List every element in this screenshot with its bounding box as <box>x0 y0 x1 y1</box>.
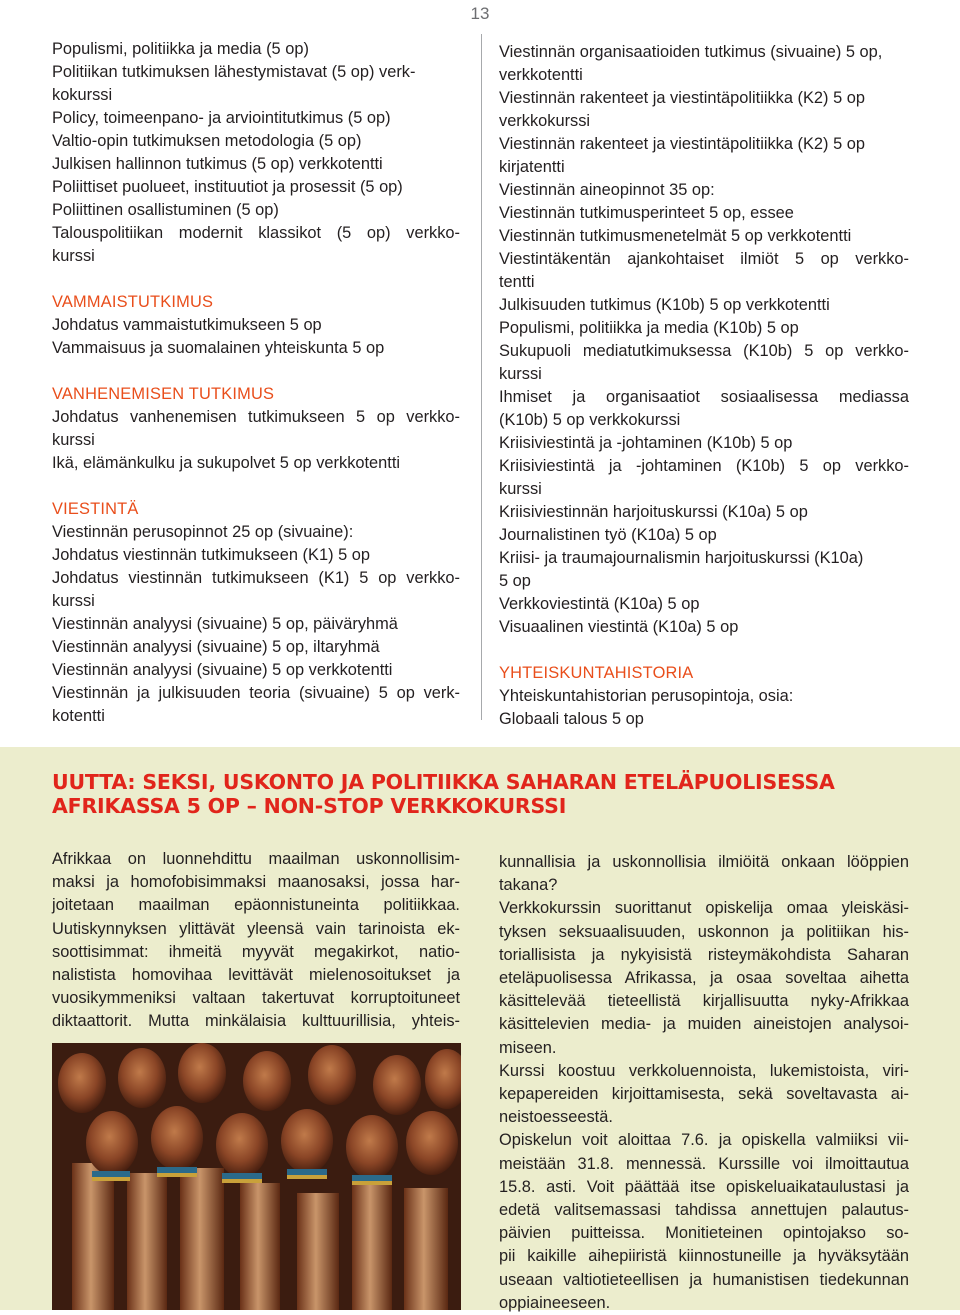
course-line: Johdatus vanhenemisen tutkimukseen 5 op verkko- <box>52 408 460 426</box>
feature-text-line: päivien puitteissa. Monitieteinen opintojakso so- <box>499 1224 909 1243</box>
feature-text-line: useaan valtiotieteellisen ja humanistisen tiedekunnan <box>499 1270 909 1289</box>
course-line: Kriisi- ja traumajournalismin harjoituskurssi (K10a) <box>499 549 864 567</box>
course-line: Ikä, elämänkulku ja sukupolvet 5 op verkkotentti <box>52 454 401 472</box>
feature-title-line: UUTTA: SEKSI, USKONTO JA POLITIIKKA SAHARAN ETELÄPUOLISESSA <box>52 770 835 794</box>
course-line: Viestinnän rakenteet ja viestintäpolitiikka (K2) 5 op <box>499 135 865 153</box>
section-heading: YHTEISKUNTAHISTORIA <box>499 664 694 682</box>
course-line: Viestinnän analyysi (sivuaine) 5 op, iltaryhmä <box>52 638 380 656</box>
course-line: 5 op <box>499 572 531 590</box>
course-line: Viestintäkentän ajankohtaiset ilmiöt 5 op verkko- <box>499 250 909 268</box>
feature-text-line: meistään 31.8. mennessä. Kurssille voi ilmoittautua <box>499 1154 909 1173</box>
course-line: Yhteiskuntahistorian perusopintoja, osia: <box>499 687 794 705</box>
feature-text-left <box>52 848 460 1034</box>
course-line: Journalistinen työ (K10a) 5 op <box>499 526 717 544</box>
course-line: Ihmiset ja organisaatiot sosiaalisessa mediassa <box>499 388 909 406</box>
feature-text-line: takana? <box>499 876 558 895</box>
course-line: kurssi <box>52 247 95 265</box>
course-line: kurssi <box>52 592 95 610</box>
feature-text-line: soottisimmat: ihmeitä myyvät megakirkot, natio- <box>52 942 460 961</box>
feature-text-line: maksi ja homofobisimmaksi maanosaksi, jossa har- <box>52 873 460 892</box>
feature-text-line: oppiaineeseen. <box>499 1293 611 1312</box>
course-list-left <box>52 38 460 728</box>
course-line: Viestinnän tutkimusmenetelmät 5 op verkkotentti <box>499 227 852 245</box>
course-line: tentti <box>499 273 535 291</box>
course-line: Valtio-opin tutkimuksen metodologia (5 op) <box>52 132 362 150</box>
feature-text-line: tyksen seksuaalisuuden, uskonnon ja politiikan his- <box>499 922 909 941</box>
feature-text-line: diktaattorit. Mutta minkälaisia kulttuurillisia, yhteis- <box>52 1012 460 1031</box>
feature-text-line: käsittelevien media- ja muiden aineistojen analysoi- <box>499 1015 909 1034</box>
section-heading: VAMMAISTUTKIMUS <box>52 293 214 311</box>
course-line: Policy, toimeenpano- ja arviointitutkimus (5 op) <box>52 109 391 127</box>
course-line: kurssi <box>499 480 542 498</box>
course-line: Viestinnän organisaatioiden tutkimus (sivuaine) 5 op, <box>499 43 883 61</box>
feature-text-line: Kurssi koostuu verkkoluennoista, lukemistoista, viri- <box>499 1061 909 1080</box>
course-line: Johdatus viestinnän tutkimukseen (K1) 5 op <box>52 546 370 564</box>
section-heading: VANHENEMISEN TUTKIMUS <box>52 385 275 403</box>
feature-text-line: neistoesseestä. <box>499 1108 613 1127</box>
course-line: Talouspolitiikan modernit klassikot (5 op) verkko- <box>52 224 460 242</box>
course-line: Populismi, politiikka ja media (K10b) 5 op <box>499 319 799 337</box>
course-line: Viestinnän perusopinnot 25 op (sivuaine): <box>52 523 354 541</box>
feature-text-line: vuosikymmeniksi valtaan takertuvat korruptoituneet <box>52 989 460 1008</box>
course-line: Visuaalinen viestintä (K10a) 5 op <box>499 618 739 636</box>
course-line: Verkkoviestintä (K10a) 5 op <box>499 595 700 613</box>
course-line: Populismi, politiikka ja media (5 op) <box>52 40 309 58</box>
feature-text-line: 15.8. asti. Voit päättää itse opiskeluaikataulustasi ja <box>499 1177 909 1196</box>
course-line: verkkotentti <box>499 66 583 84</box>
course-line: Johdatus viestinnän tutkimukseen (K1) 5 op verkko- <box>52 569 460 587</box>
course-line: kotentti <box>52 707 105 725</box>
course-line: Viestinnän tutkimusperinteet 5 op, essee <box>499 204 794 222</box>
course-list-right <box>499 41 909 731</box>
feature-text-line: Afrikkaa on luonnehdittu maailman uskonnollisim- <box>52 850 460 868</box>
course-line: Globaali talous 5 op <box>499 710 644 728</box>
course-line: (K10b) 5 op verkkokurssi <box>499 411 681 429</box>
course-line: Kriisiviestintä ja -johtaminen (K10b) 5 op <box>499 434 793 452</box>
feature-text-line: joitetaan maailman epäonnistuneinta politiikkaa. <box>52 896 460 915</box>
course-line: Poliittinen osallistuminen (5 op) <box>52 201 279 219</box>
carved-figures-illustration <box>52 1043 461 1310</box>
course-line: Politiikan tutkimuksen lähestymistavat (5 op) verk- <box>52 63 416 81</box>
feature-text-right <box>499 851 909 1315</box>
feature-text-line: kunnallisia ja uskonnollisia ilmiöitä onkaan lööppien <box>499 853 909 871</box>
course-line: Sukupuoli mediatutkimuksessa (K10b) 5 op verkko- <box>499 342 909 360</box>
course-line: Viestinnän aineopinnot 35 op: <box>499 181 715 199</box>
feature-text-line: toriallisista ja nykyisistä risteymäkohdista Saharan <box>499 945 909 964</box>
carved-figures-photo <box>52 1043 461 1310</box>
feature-text-line: pii kaikille aihepiiristä kiinnostuneille ja hyväksytään <box>499 1247 909 1266</box>
feature-title <box>52 770 932 818</box>
course-line: verkkokurssi <box>499 112 591 130</box>
course-line: Viestinnän analyysi (sivuaine) 5 op, päiväryhmä <box>52 615 398 633</box>
course-line: kurssi <box>499 365 542 383</box>
feature-text-line: Opiskelun voit aloittaa 7.6. ja opiskella valmiiksi vii- <box>499 1131 909 1150</box>
section-heading: VIESTINTÄ <box>52 500 139 518</box>
feature-text-line: miseen. <box>499 1038 557 1057</box>
course-line: Viestinnän ja julkisuuden teoria (sivuaine) 5 op verk- <box>52 684 460 702</box>
course-line: kurssi <box>52 431 95 449</box>
course-line: kirjatentti <box>499 158 565 176</box>
course-line: Viestinnän analyysi (sivuaine) 5 op verkkotentti <box>52 661 393 679</box>
page-number: 13 <box>470 4 490 23</box>
feature-text-line: käsittelevää tieteellistä kirjallisuutta nyky-Afrikkaa <box>499 992 909 1011</box>
feature-text-line: Verkkokurssin suorittanut opiskelija omaa yleiskäsi- <box>499 899 909 918</box>
course-line: Julkisuuden tutkimus (K10b) 5 op verkkotentti <box>499 296 830 314</box>
course-line: Johdatus vammaistutkimukseen 5 op <box>52 316 322 334</box>
feature-text-line: edetä valitsemassasi tahdissa annettujen palautus- <box>499 1201 909 1220</box>
feature-text-line: eteläpuolisessa Afrikassa, ja osaa soveltaa aihetta <box>499 969 909 988</box>
course-line: kokurssi <box>52 86 113 104</box>
course-line: Viestinnän rakenteet ja viestintäpolitiikka (K2) 5 op <box>499 89 865 107</box>
course-line: Kriisiviestinnän harjoituskurssi (K10a) 5 op <box>499 503 808 521</box>
feature-title-line: AFRIKASSA 5 OP – NON-STOP VERKKOKURSSI <box>52 794 567 818</box>
feature-text-line: Uutiskynnyksen ylittävät yleensä vain tarinoista ek- <box>52 919 460 938</box>
feature-text-line: kepapereiden kirjoittamisesta, sekä soveltavasta ai- <box>499 1085 909 1104</box>
column-divider <box>481 34 482 720</box>
course-line: Vammaisuus ja suomalainen yhteiskunta 5 op <box>52 339 385 357</box>
course-line: Kriisiviestintä ja -johtaminen (K10b) 5 op verkko- <box>499 457 909 475</box>
feature-text-line: nalistista homovihaa levittävät mielenosoitukset ja <box>52 966 460 985</box>
course-line: Poliittiset puolueet, instituutiot ja prosessit (5 op) <box>52 178 403 196</box>
course-line: Julkisen hallinnon tutkimus (5 op) verkkotentti <box>52 155 383 173</box>
